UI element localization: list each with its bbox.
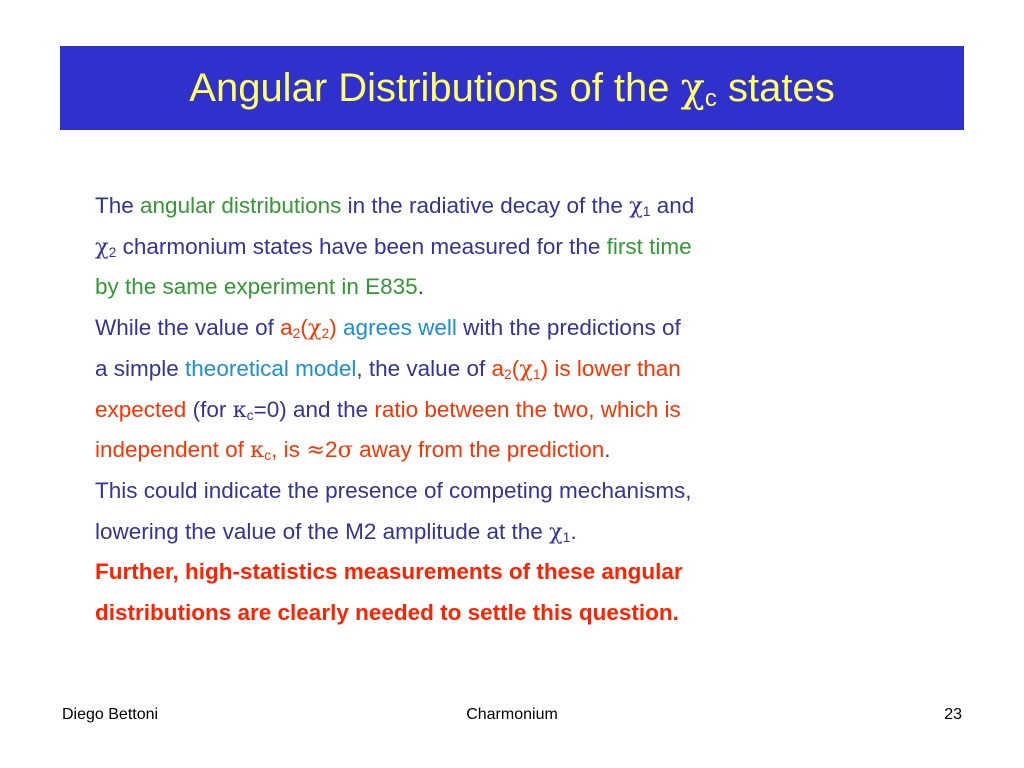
title-chi: χ	[680, 65, 705, 111]
subscript: 1	[532, 365, 541, 382]
text: and	[650, 193, 695, 218]
footer-topic: Charmonium	[466, 706, 558, 723]
highlight-text: first time	[606, 233, 692, 259]
highlight-text: ratio between the two, which is	[374, 396, 681, 422]
highlight-text: theoretical model	[185, 355, 357, 381]
text: .	[604, 437, 611, 463]
highlight-text: independent of	[95, 437, 251, 463]
highlight-text: a	[491, 355, 504, 381]
text: in the radiative decay of the	[341, 193, 630, 218]
kappa-symbol: κ	[232, 396, 247, 423]
subscript: 2	[321, 325, 330, 342]
body-line-11: distributions are clearly needed to settle this question.	[95, 600, 679, 626]
body-line-5	[95, 349, 875, 390]
body-line-3	[95, 267, 875, 308]
body-line-9	[95, 512, 875, 553]
text: While the value of	[95, 315, 281, 341]
highlight-text: )	[329, 315, 337, 341]
highlight-text: expected	[95, 396, 187, 422]
highlight-text: by the same experiment in E835	[95, 274, 418, 300]
chi-symbol: χ	[549, 518, 563, 545]
chi-symbol: χ	[629, 193, 643, 219]
footer-author: Diego Bettoni	[62, 706, 159, 723]
body-line-10: Further, high-statistics measurements of these angular	[95, 559, 683, 585]
body-line-6	[95, 390, 875, 431]
highlight-text: )	[540, 355, 549, 381]
slide-title	[189, 65, 834, 111]
subscript: 1	[562, 528, 571, 545]
subscript: c	[246, 406, 254, 423]
highlight-text: away from the prediction	[352, 437, 605, 463]
footer-page-number: 23	[944, 706, 962, 723]
highlight-text: (	[300, 315, 308, 341]
highlight-text: angular distributions	[140, 193, 342, 218]
body-line-1	[95, 186, 875, 227]
body-line-8: This could indicate the presence of competing mechanisms,	[95, 477, 692, 503]
highlight-text: a	[280, 315, 293, 341]
title-subscript: c	[704, 84, 717, 112]
title-text: Angular Distributions of the	[189, 66, 681, 110]
body-line-2	[95, 227, 875, 268]
highlight-text: 2	[325, 437, 338, 463]
subscript: c	[264, 447, 272, 464]
subscript: 2	[504, 365, 512, 382]
chi-symbol: χ	[95, 233, 109, 260]
body-line-7	[95, 430, 875, 471]
highlight-text: is lower than	[548, 355, 681, 381]
text: , the value of	[356, 355, 492, 381]
title-text-suffix: states	[716, 66, 835, 110]
subscript: 2	[292, 325, 301, 342]
text: The	[95, 193, 141, 218]
slide-body	[95, 186, 875, 634]
highlight-text: agrees well	[336, 315, 457, 341]
text: with the predictions of	[456, 315, 681, 341]
text: (for	[186, 396, 233, 422]
chi-symbol: χ	[519, 355, 533, 382]
text: =0) and the	[253, 396, 375, 422]
highlight-text: (	[511, 355, 520, 381]
title-bar	[60, 46, 964, 130]
subscript: 1	[642, 203, 651, 220]
chi-symbol: χ	[307, 315, 322, 342]
highlight-text: , is	[271, 437, 307, 463]
text: .	[570, 518, 577, 544]
approx-symbol: ≈	[306, 437, 326, 464]
text: lowering the value of the M2 amplitude at the	[95, 518, 550, 544]
text: .	[417, 274, 424, 300]
text: charmonium states have been measured for the	[116, 233, 607, 259]
sigma-symbol: σ	[337, 437, 353, 464]
kappa-symbol: κ	[250, 437, 265, 464]
subscript: 2	[108, 243, 117, 260]
body-line-4	[95, 308, 875, 349]
text: a simple	[95, 355, 186, 381]
